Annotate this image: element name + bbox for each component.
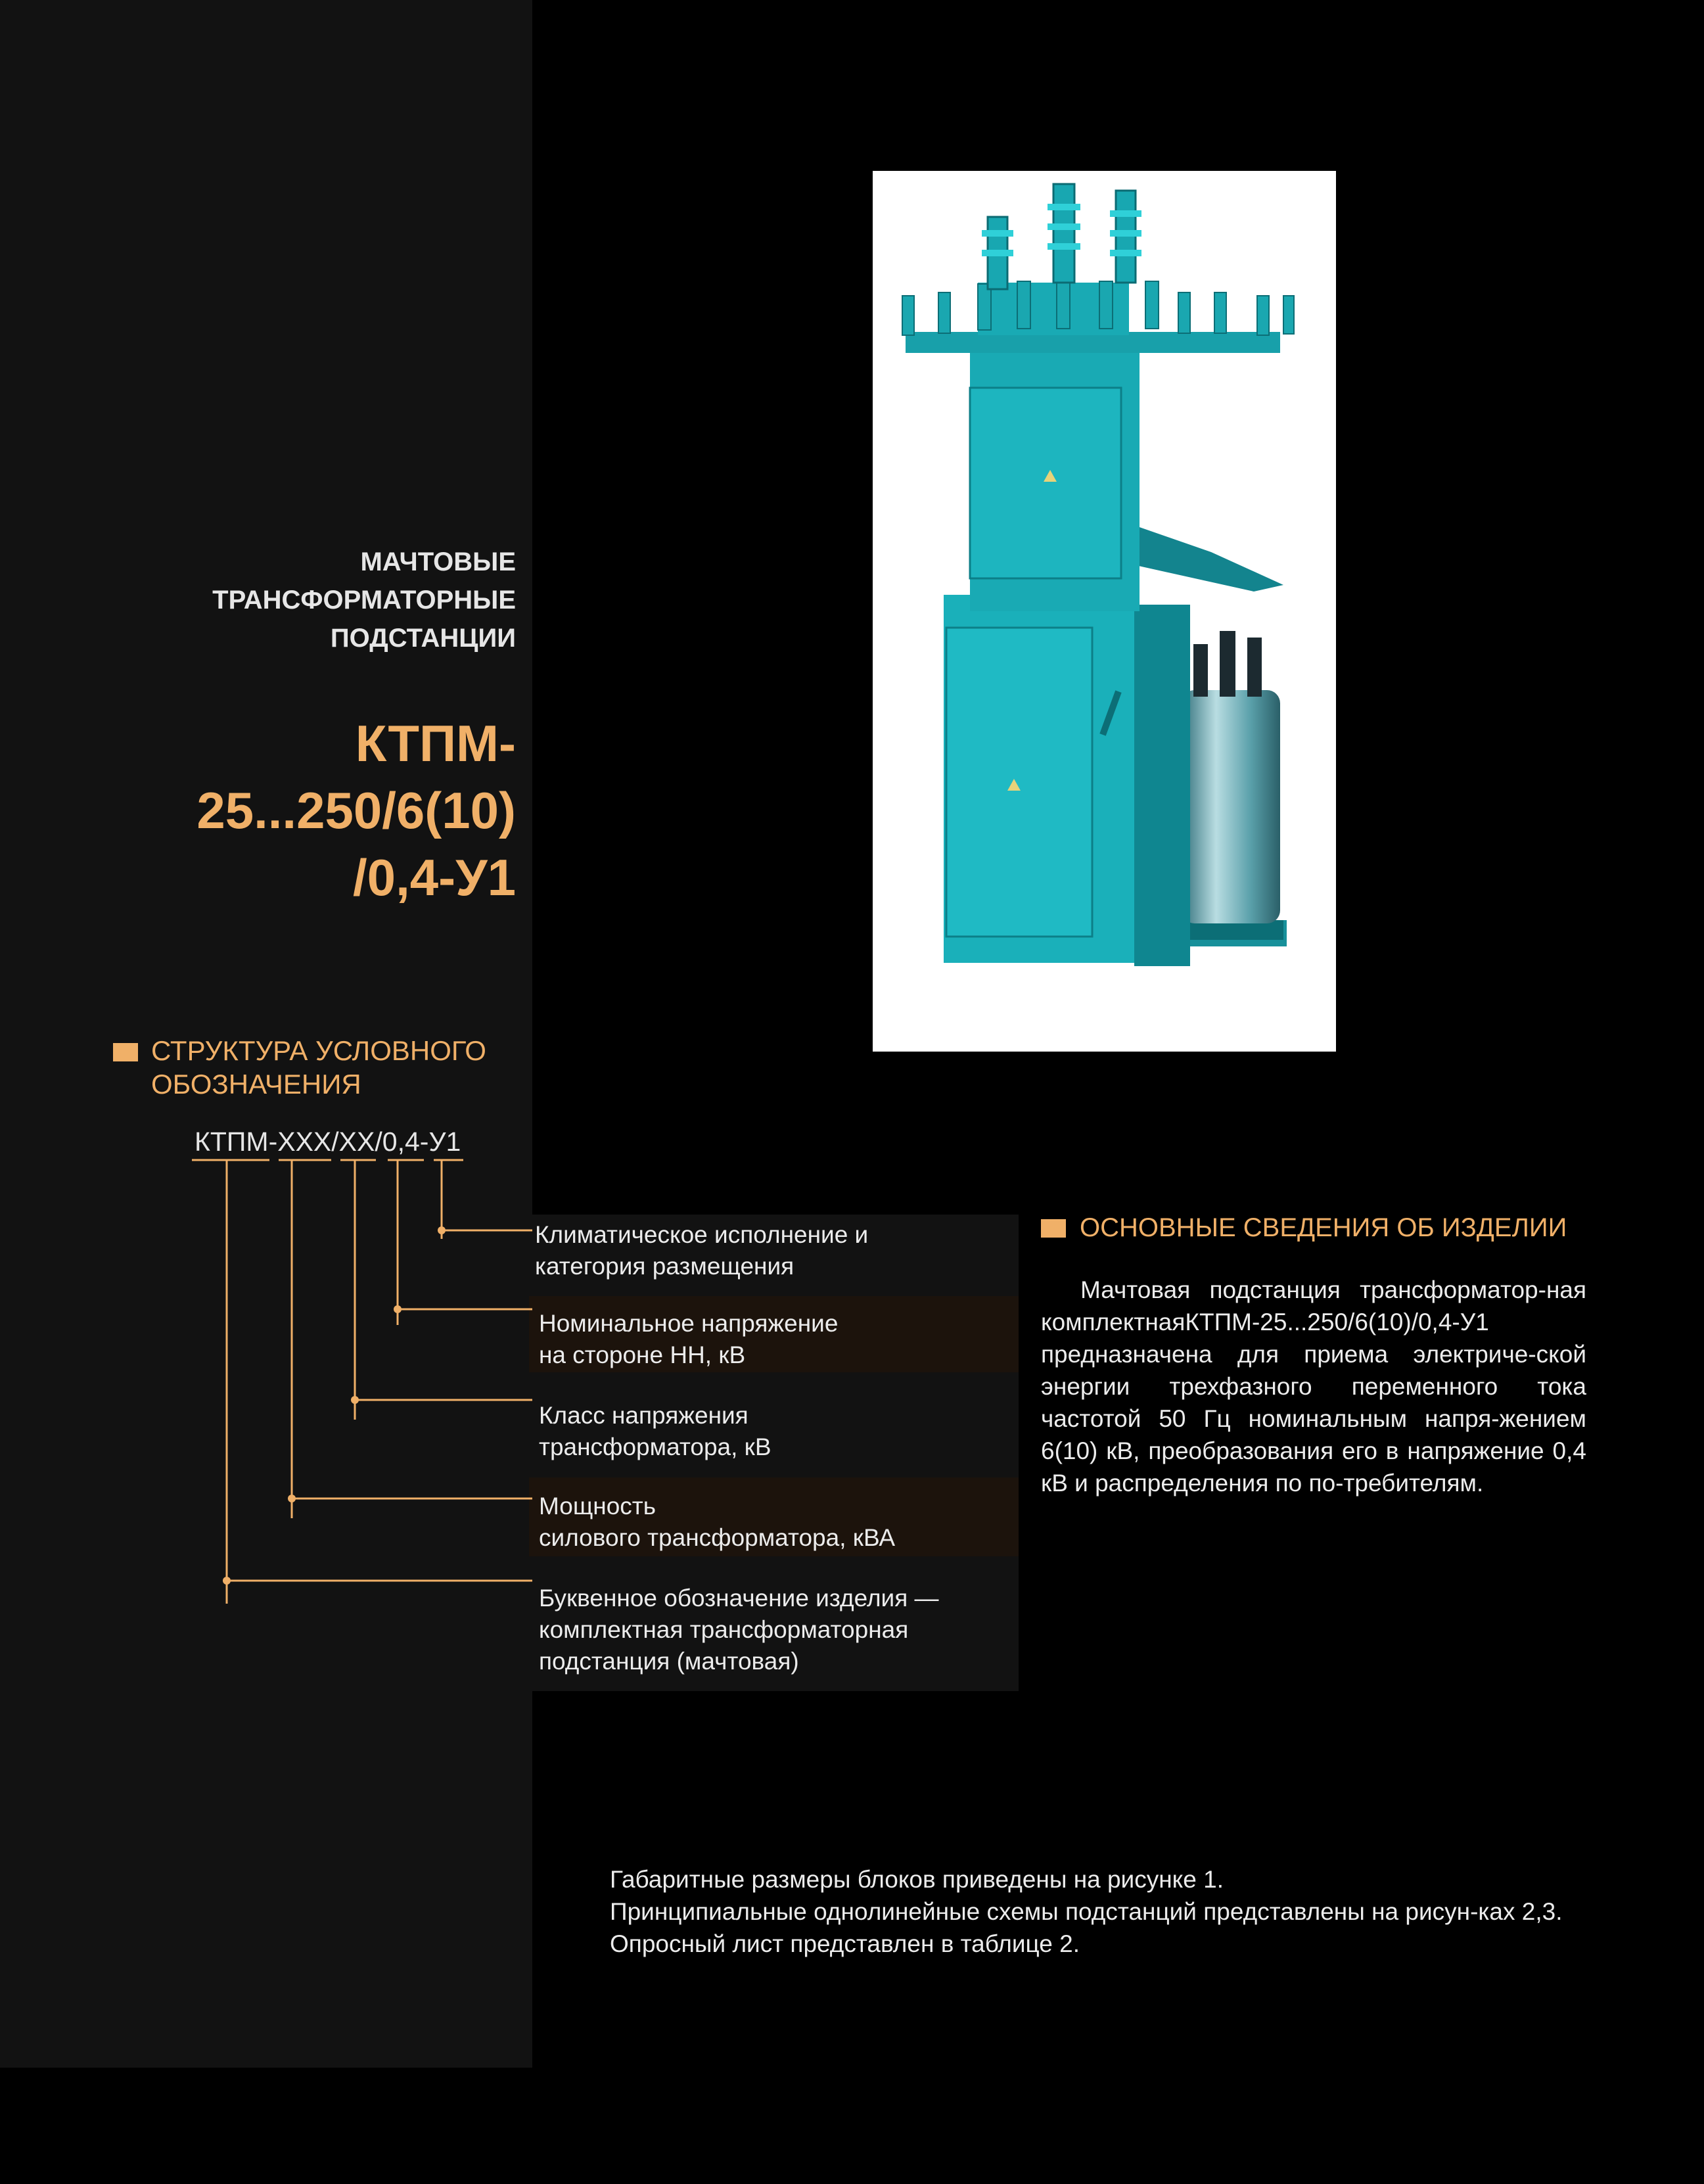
substation-photo (873, 171, 1336, 1052)
code-part-ktpm: КТПМ (195, 1127, 269, 1157)
code-separator: - (268, 1127, 278, 1157)
model-line: КТПМ- (355, 714, 516, 772)
item-line: силового трансформатора, кВА (539, 1524, 896, 1551)
connector-dot (394, 1305, 402, 1313)
item-designation (539, 1583, 939, 1677)
footnotes (570, 1863, 1588, 1960)
item-line: подстанция (мачтовая) (539, 1648, 799, 1675)
item-line: на стороне НН, кВ (539, 1341, 746, 1368)
section-marker-icon (1041, 1219, 1066, 1238)
heading-line: ТРАНСФОРМАТОРНЫЕ (212, 586, 516, 615)
item-line: Класс напряжения (539, 1402, 748, 1429)
item-line: категория размещения (535, 1253, 794, 1280)
code-part-lv-voltage: 0,4 (382, 1127, 420, 1157)
model-line: /0,4-У1 (353, 848, 516, 906)
connector-dot (288, 1495, 296, 1502)
item-line: Мощность (539, 1493, 656, 1520)
connector-dot (351, 1396, 359, 1404)
item-lv-voltage (539, 1308, 838, 1371)
code-separator: / (331, 1127, 339, 1157)
code-part-power: ХХХ (277, 1127, 332, 1157)
footnote-line: Габаритные размеры блоков приведены на рисунке 1. (610, 1866, 1224, 1893)
code-separator: - (419, 1127, 429, 1157)
code-part-climate: У1 (428, 1127, 461, 1157)
item-line: Буквенное обозначение изделия — (539, 1585, 939, 1612)
connector-dot (223, 1577, 231, 1585)
item-line: Номинальное напряжение (539, 1310, 839, 1337)
item-climate (535, 1219, 868, 1282)
structure-title-line: ОБОЗНАЧЕНИЯ (151, 1069, 361, 1100)
item-voltage-class (539, 1400, 771, 1463)
structure-title-line: СТРУКТУРА УСЛОВНОГО (151, 1035, 486, 1066)
connector-dot (438, 1226, 446, 1234)
item-line: Климатическое исполнение и (535, 1221, 869, 1248)
heading-line: ПОДСТАНЦИИ (330, 624, 516, 653)
item-line: комплектная трансформаторная (539, 1616, 909, 1643)
item-power (539, 1491, 895, 1554)
footnote-line: Опросный лист представлен в таблице 2. (610, 1930, 1080, 1957)
heading-line: МАЧТОВЫЕ (360, 547, 516, 576)
item-line: трансформатора, кВ (539, 1433, 771, 1460)
info-section-body: Мачтовая подстанция трансформатор-ная комплектнаяКТПМ-25...250/6(10)/0,4-У1 предназначена для приема электриче-ской энергии трехфазного переменного тока частотой 50 Гц номинальным напря-жением 6(10) кВ, преобразования его в напряжение 0,4 кВ и распределения по по-требителям. (1041, 1276, 1586, 1497)
code-separator: / (375, 1127, 382, 1157)
model-line: 25...250/6(10) (196, 781, 516, 839)
info-section-title: ОСНОВНЫЕ СВЕДЕНИЯ ОБ ИЗДЕЛИИ (1080, 1213, 1567, 1242)
code-part-voltage-class: ХХ (338, 1127, 375, 1157)
footnote-line: Принципиальные однолинейные схемы подстанций представлены на рисун-ках 2,3. (610, 1898, 1563, 1925)
